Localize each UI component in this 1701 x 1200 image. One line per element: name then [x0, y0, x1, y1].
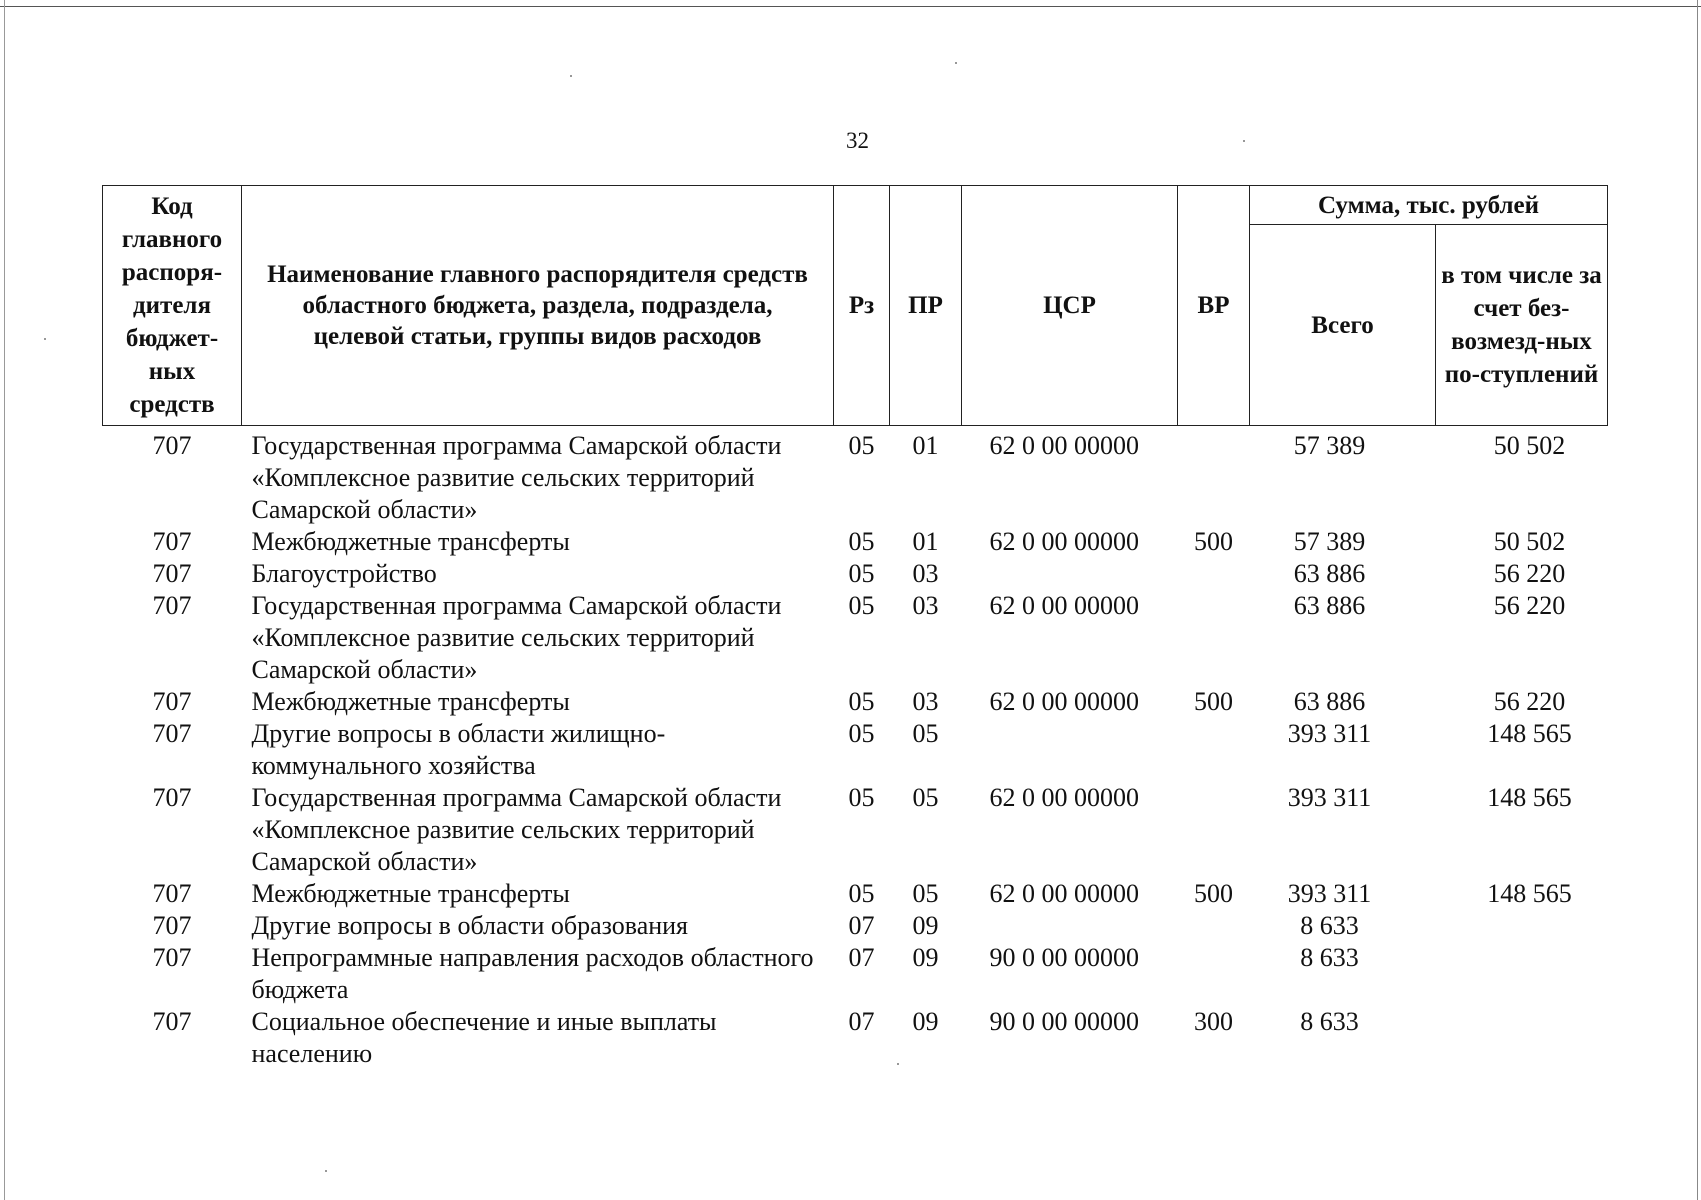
- table-row: [103, 782, 1608, 878]
- cell-code: 707: [152, 591, 192, 620]
- cell-vr: [1178, 718, 1250, 782]
- header-name: Наименование главного распорядителя средств областного бюджета, раздела, подраздела, целевой статьи, группы видов расходов: [242, 186, 834, 426]
- header-incl: в том числе за счет без-возмезд-ных по-ступлений: [1436, 225, 1608, 426]
- cell-rz: 05: [848, 783, 875, 812]
- scan-speck: [44, 338, 46, 340]
- table-row: [103, 1006, 1608, 1070]
- cell-pr: 09: [912, 1007, 939, 1036]
- cell-rz: 07: [848, 911, 875, 940]
- table-row: [103, 558, 1608, 590]
- cell-csr: 62 0 00 00000: [989, 527, 1139, 556]
- cell-total: 8 633: [1300, 1007, 1359, 1036]
- cell-pr: 01: [912, 431, 939, 460]
- cell-pr: 03: [912, 559, 939, 588]
- cell-pr: 01: [912, 527, 939, 556]
- scan-speck: [325, 1170, 327, 1172]
- cell-vr: 500: [1194, 527, 1233, 556]
- cell-pr: 03: [912, 591, 939, 620]
- cell-rz: 05: [848, 527, 875, 556]
- cell-rz: 05: [848, 687, 875, 716]
- cell-name: Другие вопросы в области образования: [251, 911, 689, 940]
- header-code: Код главного распоря-дителя бюджет-ных средств: [103, 186, 242, 426]
- cell-total: 8 633: [1300, 943, 1359, 972]
- cell-vr: [1178, 942, 1250, 1006]
- scan-top-edge: [0, 6, 1701, 7]
- cell-incl: [1436, 1006, 1608, 1070]
- cell-pr: 05: [912, 879, 939, 908]
- cell-csr: [962, 558, 1178, 590]
- scan-speck: [570, 75, 572, 77]
- cell-name: Благоустройство: [251, 559, 437, 588]
- table-row: [103, 718, 1608, 782]
- cell-total: 393 311: [1287, 783, 1372, 812]
- cell-incl: 50 502: [1493, 527, 1566, 556]
- cell-vr: 500: [1194, 687, 1233, 716]
- cell-name: Межбюджетные трансферты: [251, 527, 570, 556]
- table-row: [103, 590, 1608, 686]
- scan-left-edge: [4, 0, 5, 1200]
- cell-total: 57 389: [1293, 431, 1366, 460]
- cell-total: 8 633: [1300, 911, 1359, 940]
- cell-code: 707: [152, 687, 192, 716]
- cell-incl: [1436, 942, 1608, 1006]
- cell-pr: 05: [912, 783, 939, 812]
- cell-total: 393 311: [1287, 719, 1372, 748]
- budget-table: [102, 185, 1608, 1070]
- cell-rz: 05: [848, 431, 875, 460]
- cell-name: Социальное обеспечение и иные выплаты населению: [251, 1007, 717, 1068]
- cell-vr: [1178, 590, 1250, 686]
- cell-name: Государственная программа Самарской области «Комплексное развитие сельских территорий Самарской области»: [251, 431, 782, 524]
- table-row: [103, 426, 1608, 527]
- cell-name: Межбюджетные трансферты: [251, 687, 570, 716]
- cell-name: Непрограммные направления расходов областного бюджета: [251, 943, 814, 1004]
- cell-rz: 05: [848, 591, 875, 620]
- table-row: [103, 878, 1608, 910]
- cell-code: 707: [152, 527, 192, 556]
- header-total: Всего: [1250, 225, 1436, 426]
- cell-vr: [1178, 426, 1250, 527]
- cell-total: 393 311: [1287, 879, 1372, 908]
- cell-csr: 62 0 00 00000: [989, 687, 1139, 716]
- cell-name: Другие вопросы в области жилищно-коммунального хозяйства: [251, 719, 666, 780]
- cell-name: Межбюджетные трансферты: [251, 879, 570, 908]
- cell-rz: 05: [848, 719, 875, 748]
- table-header: [103, 186, 1608, 426]
- cell-rz: 07: [848, 1007, 875, 1036]
- cell-code: 707: [152, 879, 192, 908]
- cell-incl: [1436, 910, 1608, 942]
- cell-code: 707: [152, 943, 192, 972]
- table-row: [103, 910, 1608, 942]
- cell-rz: 07: [848, 943, 875, 972]
- table-row: [103, 526, 1608, 558]
- scan-right-edge: [1697, 0, 1698, 1200]
- cell-csr: 90 0 00 00000: [989, 943, 1139, 972]
- cell-csr: [962, 718, 1178, 782]
- scan-speck: [955, 62, 957, 64]
- cell-total: 63 886: [1293, 591, 1366, 620]
- cell-total: 63 886: [1293, 559, 1366, 588]
- cell-rz: 05: [848, 559, 875, 588]
- cell-pr: 05: [912, 719, 939, 748]
- cell-incl: 148 565: [1487, 783, 1572, 812]
- cell-vr: 300: [1194, 1007, 1233, 1036]
- cell-csr: 62 0 00 00000: [989, 431, 1139, 460]
- cell-name: Государственная программа Самарской области «Комплексное развитие сельских территорий Самарской области»: [251, 591, 782, 684]
- cell-incl: 148 565: [1487, 879, 1572, 908]
- cell-vr: [1178, 558, 1250, 590]
- cell-incl: 56 220: [1493, 591, 1566, 620]
- header-pr: ПР: [890, 186, 962, 426]
- cell-csr: 62 0 00 00000: [989, 879, 1139, 908]
- cell-vr: [1178, 910, 1250, 942]
- cell-vr: [1178, 782, 1250, 878]
- cell-csr: 62 0 00 00000: [989, 591, 1139, 620]
- cell-code: 707: [152, 719, 192, 748]
- cell-csr: [962, 910, 1178, 942]
- header-rz: Рз: [834, 186, 890, 426]
- cell-csr: 90 0 00 00000: [989, 1007, 1139, 1036]
- cell-pr: 09: [912, 911, 939, 940]
- cell-incl: 56 220: [1493, 687, 1566, 716]
- cell-total: 57 389: [1293, 527, 1366, 556]
- cell-code: 707: [152, 911, 192, 940]
- cell-code: 707: [152, 431, 192, 460]
- cell-code: 707: [152, 1007, 192, 1036]
- header-sum-group: Сумма, тыс. рублей: [1250, 186, 1608, 225]
- cell-incl: 56 220: [1493, 559, 1566, 588]
- cell-incl: 148 565: [1487, 719, 1572, 748]
- cell-name: Государственная программа Самарской области «Комплексное развитие сельских территорий Самарской области»: [251, 783, 782, 876]
- page-number: 32: [846, 128, 869, 153]
- table-row: [103, 686, 1608, 718]
- cell-code: 707: [152, 783, 192, 812]
- header-vr: ВР: [1178, 186, 1250, 426]
- cell-incl: 50 502: [1493, 431, 1566, 460]
- cell-rz: 05: [848, 879, 875, 908]
- cell-csr: 62 0 00 00000: [989, 783, 1139, 812]
- cell-code: 707: [152, 559, 192, 588]
- table-body: [103, 426, 1608, 1071]
- cell-vr: 500: [1194, 879, 1233, 908]
- cell-pr: 09: [912, 943, 939, 972]
- cell-total: 63 886: [1293, 687, 1366, 716]
- cell-pr: 03: [912, 687, 939, 716]
- header-csr: ЦСР: [962, 186, 1178, 426]
- table-row: [103, 942, 1608, 1006]
